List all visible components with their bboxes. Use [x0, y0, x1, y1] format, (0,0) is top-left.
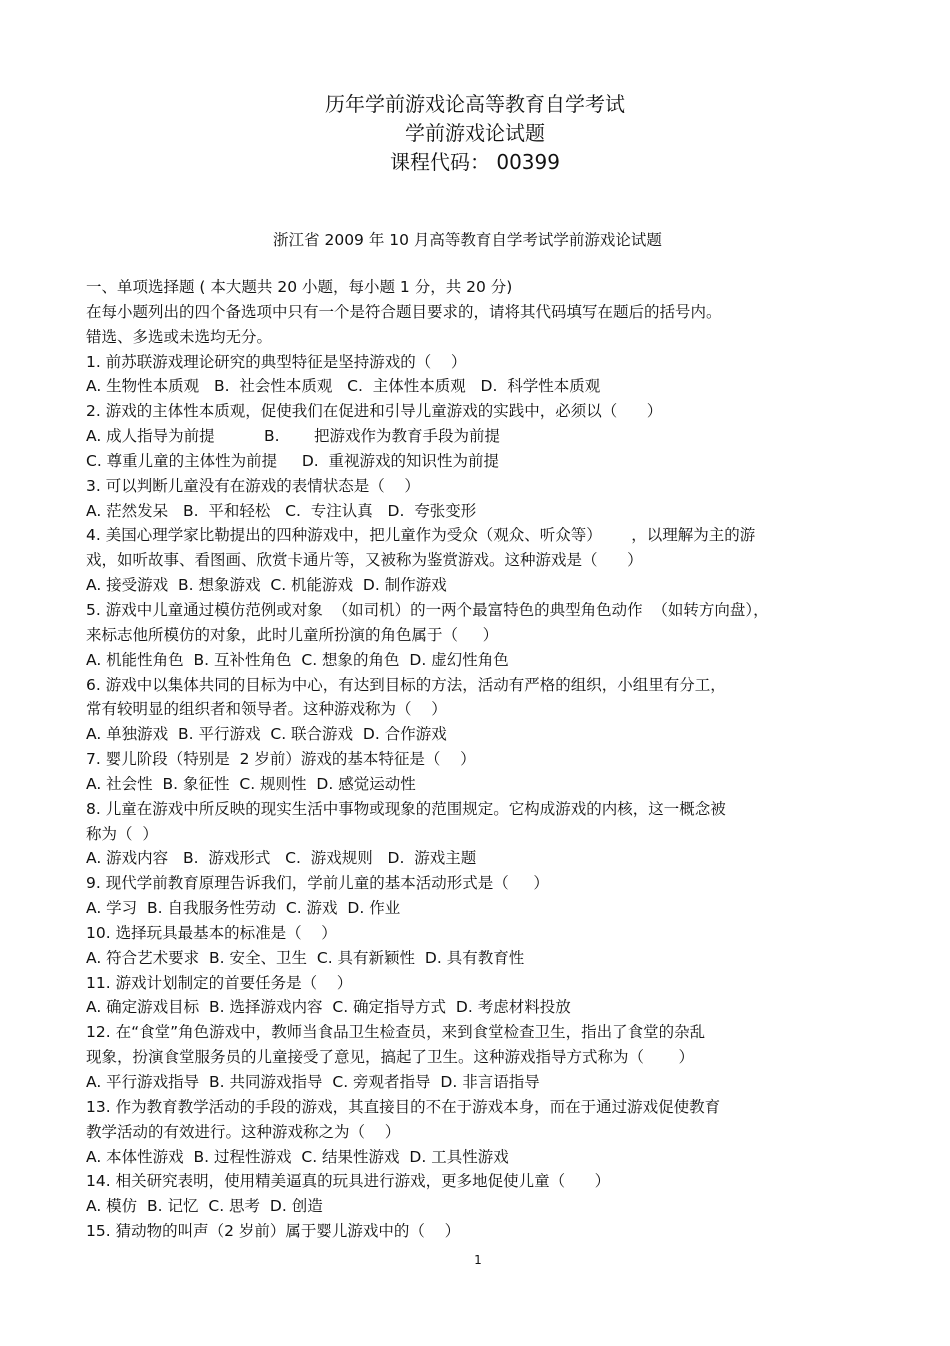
text-line: 7. 婴儿阶段（特别是 2 岁前）游戏的基本特征是（ ） [86, 750, 476, 769]
text-line: A. 机能性角色 B. 互补性角色 C. 想象的角色 D. 虚幻性角色 [86, 650, 509, 669]
text-line: 4. 美国心理学家比勒提出的四种游戏中，把儿童作为受众（观众、听众等） ，以理解为主的游 [86, 526, 756, 545]
text-line: A. 单独游戏 B. 平行游戏 C. 联合游戏 D. 合作游戏 [86, 725, 447, 744]
text-line: A. 成人指导为前提 B. 把游戏作为教育手段为前提 [86, 427, 501, 446]
text-line: 常有较明显的组织者和领导者。这种游戏称为（ ） [86, 700, 447, 719]
text-line: 称为（ ） [86, 824, 158, 843]
course-code: 课程代码： 00399 [390, 150, 560, 174]
question-body [86, 275, 886, 1244]
text-line: A. 茫然发呆 B. 平和轻松 C. 专注认真 D. 夸张变形 [86, 501, 477, 520]
text-line: C. 尊重儿童的主体性为前提 D. 重视游戏的知识性为前提 [86, 451, 500, 470]
text-line: A. 符合艺术要求 B. 安全、卫生 C. 具有新颖性 D. 具有教育性 [86, 948, 525, 967]
text-line: 错选、多选或未选均无分。 [86, 327, 273, 346]
exam-subtitle: 浙江省 2009 年 10 月高等教育自学考试学前游戏论试题 [273, 231, 662, 249]
text-line: 在每小题列出的四个备选项中只有一个是符合题目要求的，请将其代码填写在题后的括号内。 [86, 302, 722, 321]
text-line: 9. 现代学前教育原理告诉我们，学前儿童的基本活动形式是（ ） [86, 874, 549, 893]
document-title-line-2: 学前游戏论试题 [405, 121, 545, 145]
text-line: 14. 相关研究表明，使用精美逼真的玩具进行游戏，更多地促使儿童（ ） [86, 1172, 611, 1191]
text-line: 2. 游戏的主体性本质观，促使我们在促进和引导儿童游戏的实践中，必须以（ ） [86, 402, 663, 421]
document-title: 历年学前游戏论高等教育自学考试 [325, 92, 625, 116]
text-line: 3. 可以判断儿童没有在游戏的表情状态是（ ） [86, 476, 420, 495]
text-line: A. 接受游戏 B. 想象游戏 C. 机能游戏 D. 制作游戏 [86, 576, 447, 595]
text-line: 一、单项选择题 ( 本大题共 20 小题，每小题 1 分，共 20 分) [86, 278, 513, 296]
text-line: A. 生物性本质观 B. 社会性本质观 C. 主体性本质观 D. 科学性本质观 [86, 377, 601, 396]
text-line: A. 学习 B. 自我服务性劳动 C. 游戏 D. 作业 [86, 899, 401, 918]
text-line: 来标志他所模仿的对象，此时儿童所扮演的角色属于（ ） [86, 625, 499, 644]
text-line: 1. 前苏联游戏理论研究的典型特征是坚持游戏的（ ） [86, 352, 467, 371]
text-line: A. 社会性 B. 象征性 C. 规则性 D. 感觉运动性 [86, 774, 416, 793]
text-line: 5. 游戏中儿童通过模仿范例或对象 （如司机）的一两个最富特色的典型角色动作 （如转方向盘）， [86, 600, 769, 619]
text-line: A. 模仿 B. 记忆 C. 思考 D. 创造 [86, 1197, 323, 1216]
text-line: A. 确定游戏目标 B. 选择游戏内容 C. 确定指导方式 D. 考虑材料投放 [86, 998, 571, 1017]
text-line: 8. 儿童在游戏中所反映的现实生活中事物或现象的范围规定。它构成游戏的内核，这一概念被 [86, 799, 726, 818]
text-line: 现象，扮演食堂服务员的儿童接受了意见，搞起了卫生。这种游戏指导方式称为（ ） [86, 1048, 694, 1067]
text-line: A. 平行游戏指导 B. 共同游戏指导 C. 旁观者指导 D. 非言语指导 [86, 1073, 540, 1091]
text-line: 13. 作为教育教学活动的手段的游戏，其直接目的不在于游戏本身，而在于通过游戏促使教育 [86, 1097, 721, 1116]
text-line: 10. 选择玩具最基本的标准是（ ） [86, 923, 337, 942]
text-line: 11. 游戏计划制定的首要任务是（ ） [86, 973, 353, 992]
document-title-block [0, 90, 950, 177]
text-line: 6. 游戏中以集体共同的目标为中心，有达到目标的方法，活动有严格的组织，小组里有分工， [86, 675, 726, 694]
text-line: 教学活动的有效进行。这种游戏称之为（ ） [86, 1122, 401, 1141]
text-line: 戏，如听故事、看图画、欣赏卡通片等，又被称为鉴赏游戏。这种游戏是（ ） [86, 551, 643, 570]
page-number: 1 [474, 1253, 482, 1267]
text-line: A. 本体性游戏 B. 过程性游戏 C. 结果性游戏 D. 工具性游戏 [86, 1147, 509, 1166]
text-line: 15. 猜动物的叫声（2 岁前）属于婴儿游戏中的（ ） [86, 1222, 461, 1241]
text-line: 12. 在“食堂”角色游戏中，教师当食品卫生检查员，来到食堂检查卫生，指出了食堂的杂乱 [86, 1023, 706, 1042]
text-line: A. 游戏内容 B. 游戏形式 C. 游戏规则 D. 游戏主题 [86, 849, 477, 868]
